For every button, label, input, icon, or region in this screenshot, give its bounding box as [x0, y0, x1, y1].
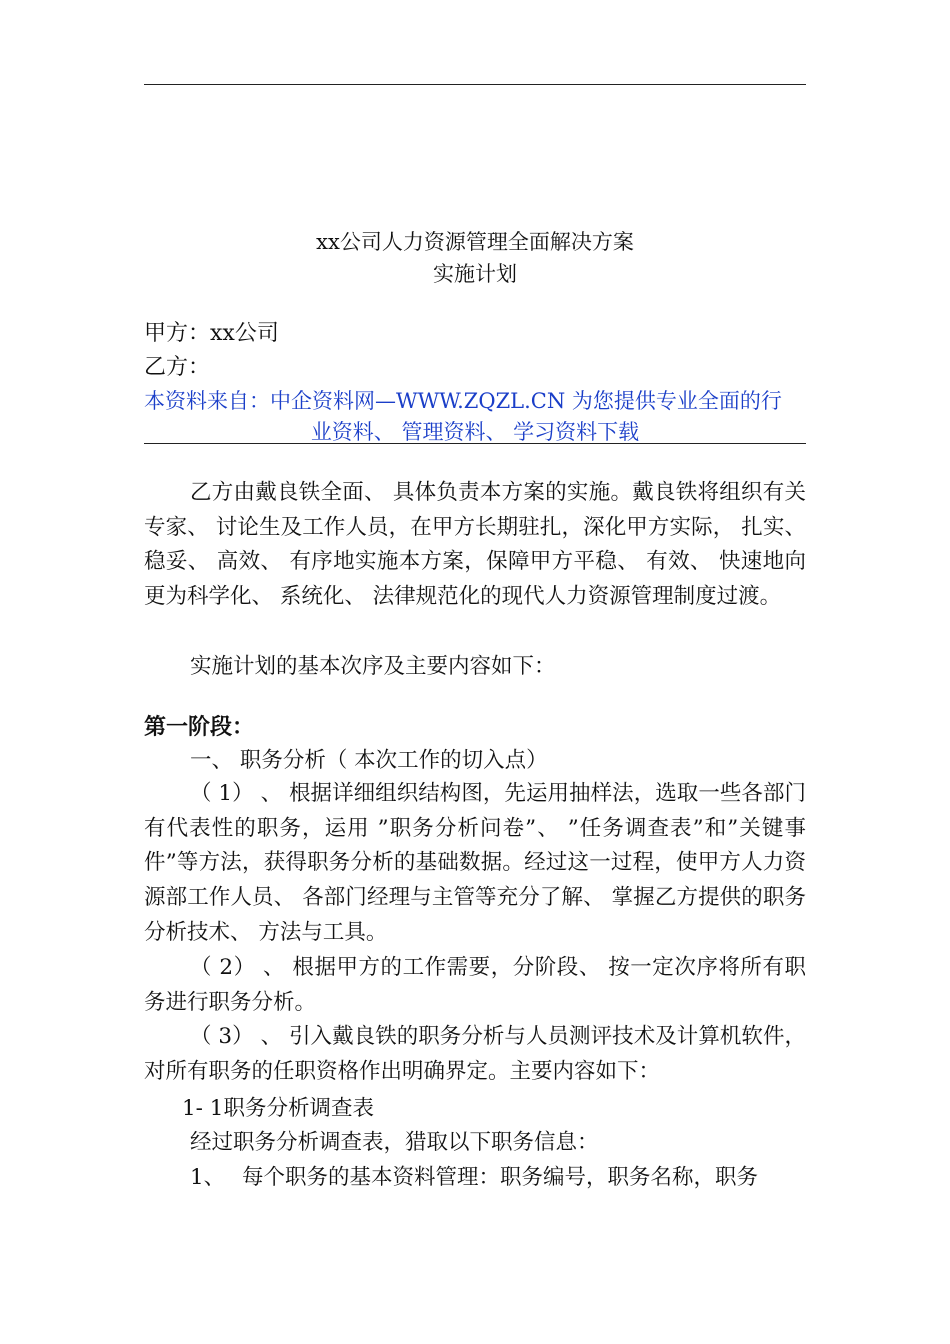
- list-item-2-text: （ 2） 、 根据甲方的工作需要，分阶段、 按一定次序将所有职务进行职务分析。: [144, 955, 806, 1015]
- list-item-1: [144, 777, 806, 951]
- plan-intro-paragraph: 实施计划的基本次序及主要内容如下：: [190, 654, 556, 679]
- subsection-1-1-heading: 1- 1职务分析调查表: [182, 1096, 374, 1121]
- source-link-line2[interactable]: 业资料、 管理资料、 学习资料下载: [310, 420, 640, 444]
- info-item-1-text: 每个职务的基本资料管理：职务编号，职务名称，职务: [242, 1165, 759, 1190]
- list-item-1-text: （ 1） 、 根据详细组织结构图，先运用抽样法，选取一些各部门有代表性的职务，运用 ”职务分析问卷”、 ”任务调查表”和”关键事件”等方法，获得职务分析的基础数据。经过这一过程，使甲方人力资源部工作人员、 各部门经理与主管等充分了解、 掌握乙方提供的职务分析技术、 方法与工具。: [144, 781, 806, 945]
- list-item-3: [144, 1020, 806, 1089]
- intro-paragraph: 乙方由戴良铁全面、 具体负责本方案的实施。戴良铁将组织有关专家、 讨论生及工作人员，在甲方长期驻扎，深化甲方实际， 扎实、 稳妥、 高效、 有序地实施本方案，保障甲方平稳、 有效、 快速地向更为科学化、 系统化、 法律规范化的现代人力资源管理制度过渡。: [144, 480, 806, 610]
- info-item-1-number: 1、: [190, 1165, 226, 1190]
- phase1-heading: 第一阶段：: [144, 714, 255, 740]
- party-a-label: 甲方：xx公司: [144, 321, 279, 346]
- document-title: xx公司人力资源管理全面解决方案: [316, 230, 634, 254]
- section-1-heading: 一、 职务分析（ 本次工作的切入点）: [190, 748, 548, 773]
- source-link-line1[interactable]: 本资料来自：中企资料网—WWW.ZQZL.CN 为您提供专业全面的行: [144, 389, 782, 413]
- source-underline-rule: [144, 443, 806, 444]
- party-b-label: 乙方：: [144, 355, 211, 380]
- survey-intro-text: 经过职务分析调查表，猎取以下职务信息：: [190, 1130, 599, 1155]
- list-item-2: [144, 951, 806, 1020]
- list-item-3-text: （ 3） 、 引入戴良铁的职务分析与人员测评技术及计算机软件，对所有职务的任职资格作出明确界定。主要内容如下：: [144, 1024, 806, 1084]
- document-subtitle: 实施计划: [433, 262, 517, 286]
- header-rule: [144, 84, 806, 85]
